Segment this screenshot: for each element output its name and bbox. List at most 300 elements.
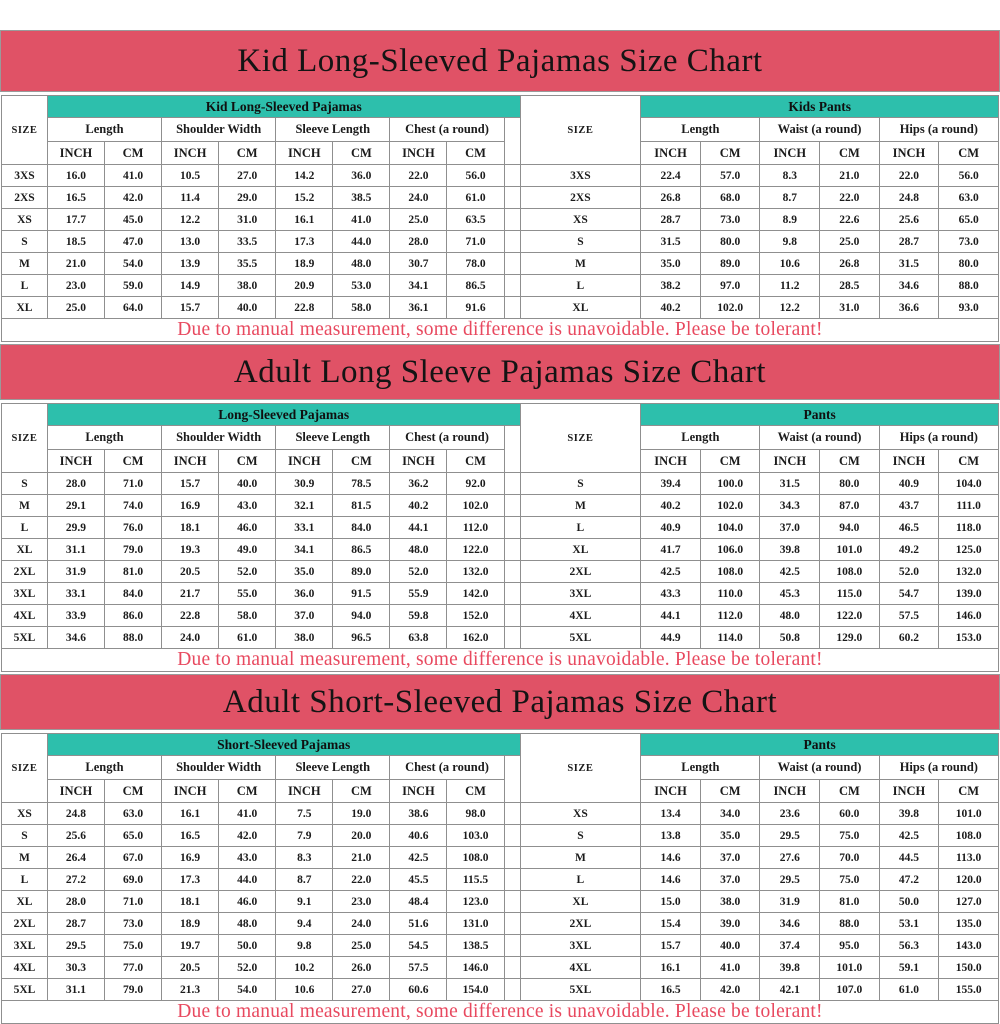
pants-value-cell: 31.5 bbox=[879, 253, 939, 275]
pajamas-value-cell: 26.4 bbox=[47, 847, 104, 869]
pajamas-value-cell: 24.0 bbox=[333, 913, 390, 935]
pants-size-column-header: SIZE bbox=[520, 96, 641, 165]
pajamas-value-cell: 28.0 bbox=[390, 231, 447, 253]
pajamas-size-column-header: SIZE bbox=[2, 96, 48, 165]
pants-size-cell: 2XL bbox=[520, 913, 641, 935]
measure-header: Waist (a round) bbox=[760, 118, 879, 142]
pajamas-value-cell: 96.5 bbox=[333, 627, 390, 649]
pants-value-cell: 25.6 bbox=[879, 209, 939, 231]
pajamas-value-cell: 52.0 bbox=[219, 957, 276, 979]
pants-value-cell: 16.5 bbox=[641, 979, 701, 1001]
pajamas-value-cell: 44.0 bbox=[333, 231, 390, 253]
pants-value-cell: 80.0 bbox=[939, 253, 999, 275]
table-row bbox=[2, 297, 999, 319]
pants-size-column-header: SIZE bbox=[520, 404, 641, 473]
pants-value-cell: 34.6 bbox=[760, 913, 820, 935]
table-row bbox=[2, 847, 999, 869]
pajamas-value-cell: 154.0 bbox=[447, 979, 504, 1001]
pajamas-value-cell: 46.0 bbox=[219, 891, 276, 913]
measure-header: Length bbox=[641, 118, 760, 142]
pants-value-cell: 88.0 bbox=[939, 275, 999, 297]
pants-value-cell: 39.0 bbox=[700, 913, 760, 935]
pajamas-size-cell: S bbox=[2, 473, 48, 495]
pants-value-cell: 59.1 bbox=[879, 957, 939, 979]
pajamas-size-cell: XL bbox=[2, 891, 48, 913]
pajamas-value-cell: 67.0 bbox=[105, 847, 162, 869]
adult-short-sleeve-title-banner bbox=[0, 674, 1000, 730]
pants-value-cell: 70.0 bbox=[820, 847, 880, 869]
measure-header: Hips (a round) bbox=[879, 426, 998, 450]
pants-size-cell: XL bbox=[520, 539, 641, 561]
pajamas-value-cell: 22.0 bbox=[333, 869, 390, 891]
pajamas-value-cell: 16.1 bbox=[162, 803, 219, 825]
pajamas-value-cell: 48.4 bbox=[390, 891, 447, 913]
unit-header: INCH bbox=[276, 450, 333, 473]
disclaimer-text: Due to manual measurement, some difference is unavoidable. Please be tolerant! bbox=[2, 1001, 999, 1024]
pajamas-value-cell: 14.9 bbox=[162, 275, 219, 297]
pants-value-cell: 73.0 bbox=[939, 231, 999, 253]
pajamas-value-cell: 42.5 bbox=[390, 847, 447, 869]
pajamas-value-cell: 38.6 bbox=[390, 803, 447, 825]
pajamas-value-cell: 98.0 bbox=[447, 803, 504, 825]
pajamas-value-cell: 22.8 bbox=[276, 297, 333, 319]
pants-value-cell: 150.0 bbox=[939, 957, 999, 979]
pajamas-value-cell: 19.0 bbox=[333, 803, 390, 825]
pajamas-value-cell: 77.0 bbox=[105, 957, 162, 979]
pajamas-value-cell: 36.0 bbox=[333, 165, 390, 187]
pants-value-cell: 73.0 bbox=[700, 209, 760, 231]
pajamas-size-cell: L bbox=[2, 869, 48, 891]
table-row bbox=[2, 253, 999, 275]
unit-header: CM bbox=[105, 142, 162, 165]
pants-value-cell: 153.0 bbox=[939, 627, 999, 649]
spacer-cell bbox=[504, 253, 520, 275]
unit-header: INCH bbox=[47, 780, 104, 803]
pajamas-value-cell: 17.3 bbox=[276, 231, 333, 253]
pajamas-size-cell: S bbox=[2, 825, 48, 847]
pajamas-value-cell: 54.0 bbox=[219, 979, 276, 1001]
pants-value-cell: 110.0 bbox=[700, 583, 760, 605]
pajamas-value-cell: 35.5 bbox=[219, 253, 276, 275]
pants-value-cell: 56.3 bbox=[879, 935, 939, 957]
pajamas-value-cell: 59.0 bbox=[105, 275, 162, 297]
unit-header: INCH bbox=[641, 780, 701, 803]
pajamas-value-cell: 36.2 bbox=[390, 473, 447, 495]
pants-value-cell: 31.5 bbox=[641, 231, 701, 253]
unit-header: CM bbox=[700, 142, 760, 165]
pajamas-value-cell: 33.5 bbox=[219, 231, 276, 253]
pants-value-cell: 108.0 bbox=[700, 561, 760, 583]
pajamas-value-cell: 29.9 bbox=[47, 517, 104, 539]
pants-size-cell: M bbox=[520, 847, 641, 869]
pajamas-value-cell: 15.2 bbox=[276, 187, 333, 209]
pajamas-value-cell: 21.3 bbox=[162, 979, 219, 1001]
pants-value-cell: 57.5 bbox=[879, 605, 939, 627]
table-row bbox=[2, 561, 999, 583]
pants-value-cell: 39.8 bbox=[879, 803, 939, 825]
measure-header: Length bbox=[641, 756, 760, 780]
kid-size-table bbox=[1, 95, 999, 342]
pajamas-value-cell: 89.0 bbox=[333, 561, 390, 583]
pants-value-cell: 42.5 bbox=[760, 561, 820, 583]
pajamas-value-cell: 16.5 bbox=[162, 825, 219, 847]
table-row bbox=[2, 209, 999, 231]
pajamas-value-cell: 7.9 bbox=[276, 825, 333, 847]
pajamas-value-cell: 131.0 bbox=[447, 913, 504, 935]
pants-value-cell: 22.4 bbox=[641, 165, 701, 187]
pajamas-size-cell: XL bbox=[2, 539, 48, 561]
pants-value-cell: 29.5 bbox=[760, 869, 820, 891]
pajamas-value-cell: 58.0 bbox=[333, 297, 390, 319]
pants-value-cell: 100.0 bbox=[700, 473, 760, 495]
pants-value-cell: 139.0 bbox=[939, 583, 999, 605]
pants-value-cell: 37.0 bbox=[700, 847, 760, 869]
pants-value-cell: 34.3 bbox=[760, 495, 820, 517]
pajamas-value-cell: 88.0 bbox=[105, 627, 162, 649]
pajamas-value-cell: 63.8 bbox=[390, 627, 447, 649]
pants-value-cell: 108.0 bbox=[939, 825, 999, 847]
measure-header: Shoulder Width bbox=[162, 118, 276, 142]
pajamas-value-cell: 79.0 bbox=[105, 979, 162, 1001]
pajamas-value-cell: 94.0 bbox=[333, 605, 390, 627]
pants-size-cell: S bbox=[520, 473, 641, 495]
kid-section-title: Kid Long-Sleeved Pajamas Size Chart bbox=[237, 42, 763, 79]
table-row bbox=[2, 605, 999, 627]
pajamas-value-cell: 40.2 bbox=[390, 495, 447, 517]
spacer-cell bbox=[504, 231, 520, 253]
pajamas-value-cell: 40.0 bbox=[219, 297, 276, 319]
measure-header-row bbox=[2, 756, 999, 780]
pants-value-cell: 43.3 bbox=[641, 583, 701, 605]
pants-value-cell: 13.8 bbox=[641, 825, 701, 847]
table-row bbox=[2, 935, 999, 957]
unit-header: CM bbox=[939, 142, 999, 165]
pants-value-cell: 40.0 bbox=[700, 935, 760, 957]
pants-value-cell: 28.5 bbox=[820, 275, 880, 297]
pants-value-cell: 75.0 bbox=[820, 869, 880, 891]
pajamas-value-cell: 92.0 bbox=[447, 473, 504, 495]
pajamas-value-cell: 10.2 bbox=[276, 957, 333, 979]
pajamas-value-cell: 146.0 bbox=[447, 957, 504, 979]
pants-value-cell: 15.7 bbox=[641, 935, 701, 957]
pajamas-value-cell: 18.9 bbox=[276, 253, 333, 275]
pajamas-value-cell: 71.0 bbox=[105, 891, 162, 913]
pants-size-cell: 4XL bbox=[520, 605, 641, 627]
pajamas-value-cell: 28.0 bbox=[47, 473, 104, 495]
unit-header: CM bbox=[939, 450, 999, 473]
disclaimer-row bbox=[2, 319, 999, 342]
pants-value-cell: 29.5 bbox=[760, 825, 820, 847]
pants-size-cell: 3XL bbox=[520, 935, 641, 957]
pants-value-cell: 22.6 bbox=[820, 209, 880, 231]
pajamas-value-cell: 84.0 bbox=[105, 583, 162, 605]
pajamas-value-cell: 65.0 bbox=[105, 825, 162, 847]
pants-value-cell: 34.6 bbox=[879, 275, 939, 297]
pants-value-cell: 35.0 bbox=[641, 253, 701, 275]
pajamas-value-cell: 63.0 bbox=[105, 803, 162, 825]
adult-short-sleeve-size-table bbox=[1, 733, 999, 1024]
pants-value-cell: 81.0 bbox=[820, 891, 880, 913]
header-row bbox=[2, 404, 999, 426]
pants-value-cell: 111.0 bbox=[939, 495, 999, 517]
pajamas-value-cell: 54.5 bbox=[390, 935, 447, 957]
pants-value-cell: 50.0 bbox=[879, 891, 939, 913]
pajamas-value-cell: 25.0 bbox=[390, 209, 447, 231]
measure-header: Chest (a round) bbox=[390, 426, 504, 450]
spacer-cell bbox=[504, 539, 520, 561]
pants-value-cell: 41.0 bbox=[700, 957, 760, 979]
pants-value-cell: 65.0 bbox=[939, 209, 999, 231]
table-row bbox=[2, 869, 999, 891]
pants-value-cell: 23.6 bbox=[760, 803, 820, 825]
disclaimer-row bbox=[2, 1001, 999, 1024]
pants-value-cell: 37.4 bbox=[760, 935, 820, 957]
pajamas-value-cell: 29.0 bbox=[219, 187, 276, 209]
pajamas-value-cell: 45.0 bbox=[105, 209, 162, 231]
pants-value-cell: 115.0 bbox=[820, 583, 880, 605]
pajamas-value-cell: 15.7 bbox=[162, 473, 219, 495]
unit-header-row bbox=[2, 450, 999, 473]
pants-value-cell: 118.0 bbox=[939, 517, 999, 539]
pants-value-cell: 146.0 bbox=[939, 605, 999, 627]
pants-value-cell: 122.0 bbox=[820, 605, 880, 627]
pajamas-value-cell: 115.5 bbox=[447, 869, 504, 891]
pajamas-value-cell: 18.9 bbox=[162, 913, 219, 935]
spacer-cell bbox=[504, 583, 520, 605]
pajamas-size-cell: 3XL bbox=[2, 583, 48, 605]
pants-value-cell: 40.2 bbox=[641, 297, 701, 319]
pajamas-value-cell: 54.0 bbox=[105, 253, 162, 275]
pajamas-value-cell: 16.9 bbox=[162, 847, 219, 869]
pajamas-value-cell: 122.0 bbox=[447, 539, 504, 561]
pajamas-value-cell: 21.0 bbox=[47, 253, 104, 275]
pants-value-cell: 14.6 bbox=[641, 847, 701, 869]
measure-header-row bbox=[2, 118, 999, 142]
pants-size-cell: XS bbox=[520, 209, 641, 231]
pants-value-cell: 13.4 bbox=[641, 803, 701, 825]
disclaimer-text: Due to manual measurement, some difference is unavoidable. Please be tolerant! bbox=[2, 649, 999, 672]
disclaimer-text: Due to manual measurement, some difference is unavoidable. Please be tolerant! bbox=[2, 319, 999, 342]
adult-long-sleeve-title: Adult Long Sleeve Pajamas Size Chart bbox=[233, 353, 767, 390]
pajamas-value-cell: 84.0 bbox=[333, 517, 390, 539]
pajamas-value-cell: 59.8 bbox=[390, 605, 447, 627]
pants-value-cell: 8.9 bbox=[760, 209, 820, 231]
pajamas-value-cell: 22.8 bbox=[162, 605, 219, 627]
pajamas-value-cell: 78.5 bbox=[333, 473, 390, 495]
pants-value-cell: 107.0 bbox=[820, 979, 880, 1001]
pajamas-value-cell: 17.7 bbox=[47, 209, 104, 231]
pajamas-value-cell: 18.1 bbox=[162, 891, 219, 913]
spacer-cell bbox=[504, 825, 520, 847]
table-row bbox=[2, 803, 999, 825]
pajamas-value-cell: 138.5 bbox=[447, 935, 504, 957]
pants-value-cell: 31.0 bbox=[820, 297, 880, 319]
table-row bbox=[2, 187, 999, 209]
pajamas-value-cell: 75.0 bbox=[105, 935, 162, 957]
pants-value-cell: 52.0 bbox=[879, 561, 939, 583]
unit-header: INCH bbox=[760, 780, 820, 803]
pants-value-cell: 42.5 bbox=[879, 825, 939, 847]
pajamas-value-cell: 13.9 bbox=[162, 253, 219, 275]
pajamas-value-cell: 22.0 bbox=[390, 165, 447, 187]
pajamas-value-cell: 21.0 bbox=[333, 847, 390, 869]
spacer-cell bbox=[504, 847, 520, 869]
unit-header: CM bbox=[105, 780, 162, 803]
pajamas-value-cell: 86.5 bbox=[333, 539, 390, 561]
spacer-cell bbox=[504, 165, 520, 187]
pajamas-size-cell: 2XS bbox=[2, 187, 48, 209]
spacer-cell bbox=[504, 297, 520, 319]
pants-value-cell: 101.0 bbox=[939, 803, 999, 825]
measure-header: Waist (a round) bbox=[760, 426, 879, 450]
pants-value-cell: 47.2 bbox=[879, 869, 939, 891]
pajamas-value-cell: 81.0 bbox=[105, 561, 162, 583]
measure-header: Chest (a round) bbox=[390, 118, 504, 142]
pants-value-cell: 11.2 bbox=[760, 275, 820, 297]
pajamas-value-cell: 27.0 bbox=[219, 165, 276, 187]
pajamas-value-cell: 28.0 bbox=[47, 891, 104, 913]
pants-value-cell: 97.0 bbox=[700, 275, 760, 297]
pants-value-cell: 46.5 bbox=[879, 517, 939, 539]
spacer-cell bbox=[504, 979, 520, 1001]
pajamas-value-cell: 102.0 bbox=[447, 495, 504, 517]
pants-value-cell: 41.7 bbox=[641, 539, 701, 561]
measure-header: Sleeve Length bbox=[276, 426, 390, 450]
pajamas-value-cell: 41.0 bbox=[219, 803, 276, 825]
spacer-cell bbox=[504, 891, 520, 913]
pajamas-value-cell: 15.7 bbox=[162, 297, 219, 319]
measure-header: Hips (a round) bbox=[879, 118, 998, 142]
pants-value-cell: 14.6 bbox=[641, 869, 701, 891]
unit-header-row bbox=[2, 780, 999, 803]
pajamas-value-cell: 23.0 bbox=[333, 891, 390, 913]
unit-header: CM bbox=[333, 780, 390, 803]
pants-value-cell: 39.8 bbox=[760, 957, 820, 979]
table-row bbox=[2, 627, 999, 649]
pajamas-value-cell: 63.5 bbox=[447, 209, 504, 231]
unit-header: INCH bbox=[390, 780, 447, 803]
pants-value-cell: 61.0 bbox=[879, 979, 939, 1001]
pants-table-title: Pants bbox=[641, 404, 999, 426]
table-row bbox=[2, 957, 999, 979]
pants-value-cell: 44.5 bbox=[879, 847, 939, 869]
pajamas-value-cell: 30.7 bbox=[390, 253, 447, 275]
pajamas-value-cell: 46.0 bbox=[219, 517, 276, 539]
pajamas-value-cell: 31.1 bbox=[47, 979, 104, 1001]
measure-header: Length bbox=[47, 118, 161, 142]
pajamas-value-cell: 61.0 bbox=[219, 627, 276, 649]
unit-header: INCH bbox=[760, 142, 820, 165]
pants-value-cell: 120.0 bbox=[939, 869, 999, 891]
pajamas-value-cell: 78.0 bbox=[447, 253, 504, 275]
pajamas-value-cell: 10.6 bbox=[276, 979, 333, 1001]
pants-value-cell: 143.0 bbox=[939, 935, 999, 957]
unit-header: INCH bbox=[276, 780, 333, 803]
disclaimer-row bbox=[2, 649, 999, 672]
pajamas-value-cell: 30.9 bbox=[276, 473, 333, 495]
unit-header: CM bbox=[219, 780, 276, 803]
pants-value-cell: 95.0 bbox=[820, 935, 880, 957]
pants-value-cell: 9.8 bbox=[760, 231, 820, 253]
spacer-cell bbox=[504, 803, 520, 825]
pajamas-value-cell: 69.0 bbox=[105, 869, 162, 891]
unit-header: INCH bbox=[641, 450, 701, 473]
pajamas-value-cell: 52.0 bbox=[390, 561, 447, 583]
pants-size-cell: 3XL bbox=[520, 583, 641, 605]
pajamas-value-cell: 55.0 bbox=[219, 583, 276, 605]
measure-header: Sleeve Length bbox=[276, 118, 390, 142]
pants-value-cell: 48.0 bbox=[760, 605, 820, 627]
table-row bbox=[2, 231, 999, 253]
pants-value-cell: 104.0 bbox=[700, 517, 760, 539]
pants-value-cell: 38.0 bbox=[700, 891, 760, 913]
pajamas-value-cell: 10.5 bbox=[162, 165, 219, 187]
unit-header: CM bbox=[105, 450, 162, 473]
pants-value-cell: 34.0 bbox=[700, 803, 760, 825]
pajamas-size-cell: 3XL bbox=[2, 935, 48, 957]
spacer-cell bbox=[504, 473, 520, 495]
pajamas-value-cell: 38.0 bbox=[276, 627, 333, 649]
pajamas-table-title: Long-Sleeved Pajamas bbox=[47, 404, 520, 426]
pajamas-value-cell: 48.0 bbox=[390, 539, 447, 561]
pajamas-table-title: Short-Sleeved Pajamas bbox=[47, 734, 520, 756]
unit-header: INCH bbox=[162, 450, 219, 473]
pants-size-cell: S bbox=[520, 825, 641, 847]
pajamas-value-cell: 34.1 bbox=[276, 539, 333, 561]
pants-value-cell: 44.1 bbox=[641, 605, 701, 627]
pajamas-value-cell: 31.0 bbox=[219, 209, 276, 231]
pajamas-value-cell: 43.0 bbox=[219, 847, 276, 869]
pants-value-cell: 12.2 bbox=[760, 297, 820, 319]
pants-value-cell: 43.7 bbox=[879, 495, 939, 517]
unit-header: CM bbox=[447, 780, 504, 803]
pajamas-value-cell: 19.3 bbox=[162, 539, 219, 561]
pajamas-value-cell: 64.0 bbox=[105, 297, 162, 319]
pajamas-value-cell: 53.0 bbox=[333, 275, 390, 297]
unit-header: INCH bbox=[276, 142, 333, 165]
pajamas-value-cell: 7.5 bbox=[276, 803, 333, 825]
pajamas-size-cell: M bbox=[2, 253, 48, 275]
pajamas-value-cell: 24.8 bbox=[47, 803, 104, 825]
pants-value-cell: 125.0 bbox=[939, 539, 999, 561]
pajamas-value-cell: 25.0 bbox=[333, 935, 390, 957]
kid-section-title-banner bbox=[0, 30, 1000, 92]
pajamas-value-cell: 47.0 bbox=[105, 231, 162, 253]
pants-value-cell: 94.0 bbox=[820, 517, 880, 539]
header-row bbox=[2, 96, 999, 118]
pants-value-cell: 28.7 bbox=[879, 231, 939, 253]
pajamas-value-cell: 16.0 bbox=[47, 165, 104, 187]
spacer-cell bbox=[504, 209, 520, 231]
pajamas-value-cell: 31.1 bbox=[47, 539, 104, 561]
pants-value-cell: 15.4 bbox=[641, 913, 701, 935]
pajamas-value-cell: 16.1 bbox=[276, 209, 333, 231]
pants-value-cell: 87.0 bbox=[820, 495, 880, 517]
pants-value-cell: 101.0 bbox=[820, 539, 880, 561]
measure-header: Shoulder Width bbox=[162, 756, 276, 780]
pants-value-cell: 60.0 bbox=[820, 803, 880, 825]
pajamas-value-cell: 58.0 bbox=[219, 605, 276, 627]
pajamas-value-cell: 20.5 bbox=[162, 957, 219, 979]
pajamas-value-cell: 81.5 bbox=[333, 495, 390, 517]
pajamas-value-cell: 41.0 bbox=[105, 165, 162, 187]
pants-size-cell: 4XL bbox=[520, 957, 641, 979]
pajamas-value-cell: 23.0 bbox=[47, 275, 104, 297]
pajamas-value-cell: 57.5 bbox=[390, 957, 447, 979]
pajamas-size-cell: 5XL bbox=[2, 979, 48, 1001]
pants-value-cell: 80.0 bbox=[820, 473, 880, 495]
pants-size-cell: 5XL bbox=[520, 979, 641, 1001]
